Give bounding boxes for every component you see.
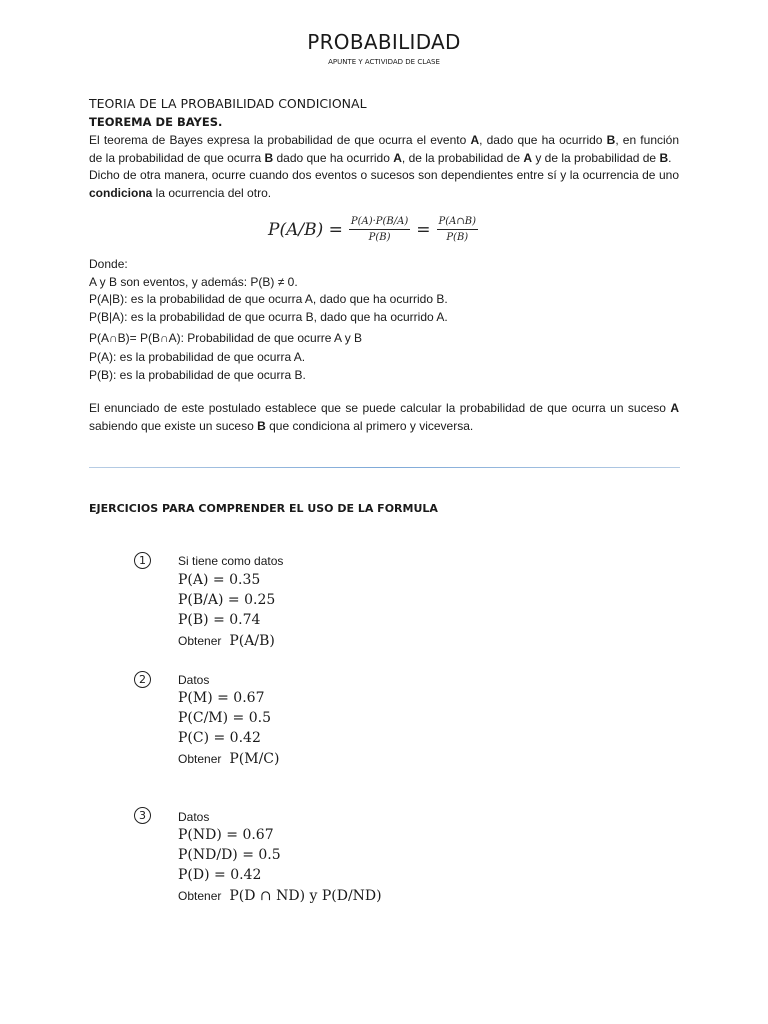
definition-line: P(B): es la probabilidad de que ocurra B. — [89, 368, 306, 382]
exercise-obtain — [178, 632, 275, 650]
obtain-expression: P(D ∩ ND) y P(D/ND) — [229, 888, 382, 904]
postulate-paragraph: El enunciado de este postulado establece que se puede calcular la probabilidad de que ocurra un suceso A sabiendo que existe un suceso B que condiciona al primero y viceversa. — [89, 401, 679, 433]
exercise-data-line: P(ND) = 0.67 — [178, 827, 274, 843]
page-title: PROBABILIDAD — [307, 30, 461, 54]
obtain-label: Obtener — [178, 752, 222, 766]
fraction-1-numerator: P(A)·P(B/A) — [349, 216, 410, 230]
exercise-data-line: P(A) = 0.35 — [178, 572, 261, 588]
obtain-label: Obtener — [178, 634, 222, 648]
exercise-number-badge: 3 — [134, 807, 151, 824]
exercise-label: Datos — [178, 673, 210, 687]
formula-equals: = — [416, 219, 431, 240]
definition-line: P(A|B): es la probabilidad de que ocurra A, dado que ha ocurrido B. — [89, 292, 448, 306]
bayes-formula — [268, 216, 478, 243]
section-heading: TEORIA DE LA PROBABILIDAD CONDICIONAL — [89, 96, 367, 111]
exercise-data-line: P(C) = 0.42 — [178, 730, 261, 746]
obtain-label: Obtener — [178, 889, 222, 903]
exercise-data-line: P(B/A) = 0.25 — [178, 592, 276, 608]
formula-fraction-1 — [349, 216, 410, 243]
definition-line: P(B|A): es la probabilidad de que ocurra B, dado que ha ocurrido A. — [89, 310, 448, 324]
exercise-data-line: P(D) = 0.42 — [178, 867, 262, 883]
exercise-obtain — [178, 887, 382, 905]
exercise-data-line: P(B) = 0.74 — [178, 612, 261, 628]
exercise-number-badge: 2 — [134, 671, 151, 688]
definition-line: P(A): es la probabilidad de que ocurra A. — [89, 350, 306, 364]
bayes-heading: TEOREMA DE BAYES. — [89, 115, 223, 129]
exercise-obtain — [178, 750, 279, 768]
formula-lhs: P(A/B) = — [268, 219, 343, 240]
definition-donde: Donde: — [89, 257, 128, 271]
obtain-expression: P(M/C) — [229, 751, 280, 767]
definition-line: A y B son eventos, y además: P(B) ≠ 0. — [89, 275, 298, 289]
fraction-2-numerator: P(A∩B) — [437, 216, 478, 230]
definition-line: P(A∩B)= P(B∩A): Probabilidad de que ocurre A y B — [89, 331, 363, 345]
fraction-2-denominator: P(B) — [446, 232, 469, 243]
exercise-number-badge: 1 — [134, 552, 151, 569]
page-subtitle: APUNTE Y ACTIVIDAD DE CLASE — [328, 58, 440, 66]
fraction-1-denominator: P(B) — [368, 232, 391, 243]
exercise-data-line: P(M) = 0.67 — [178, 690, 265, 706]
formula-fraction-2 — [437, 216, 478, 243]
section-divider — [89, 467, 680, 468]
exercise-data-line: P(C/M) = 0.5 — [178, 710, 272, 726]
bayes-paragraph-2: Dicho de otra manera, ocurre cuando dos eventos o sucesos son dependientes entre sí y la ocurrencia de uno condiciona la ocurrencia del otro. — [89, 168, 679, 200]
exercises-heading: EJERCICIOS PARA COMPRENDER EL USO DE LA FORMULA — [89, 502, 438, 515]
exercise-label: Datos — [178, 810, 210, 824]
exercise-label: Si tiene como datos — [178, 554, 284, 568]
exercise-data-line: P(ND/D) = 0.5 — [178, 847, 281, 863]
bayes-paragraph-1: El teorema de Bayes expresa la probabilidad de que ocurra el evento A, dado que ha ocurrido B, en función de la probabilidad de que ocurra B dado que ha ocurrido A, de la probabilidad de A y de la probabilidad de B. — [89, 133, 680, 165]
obtain-expression: P(A/B) — [229, 633, 275, 649]
